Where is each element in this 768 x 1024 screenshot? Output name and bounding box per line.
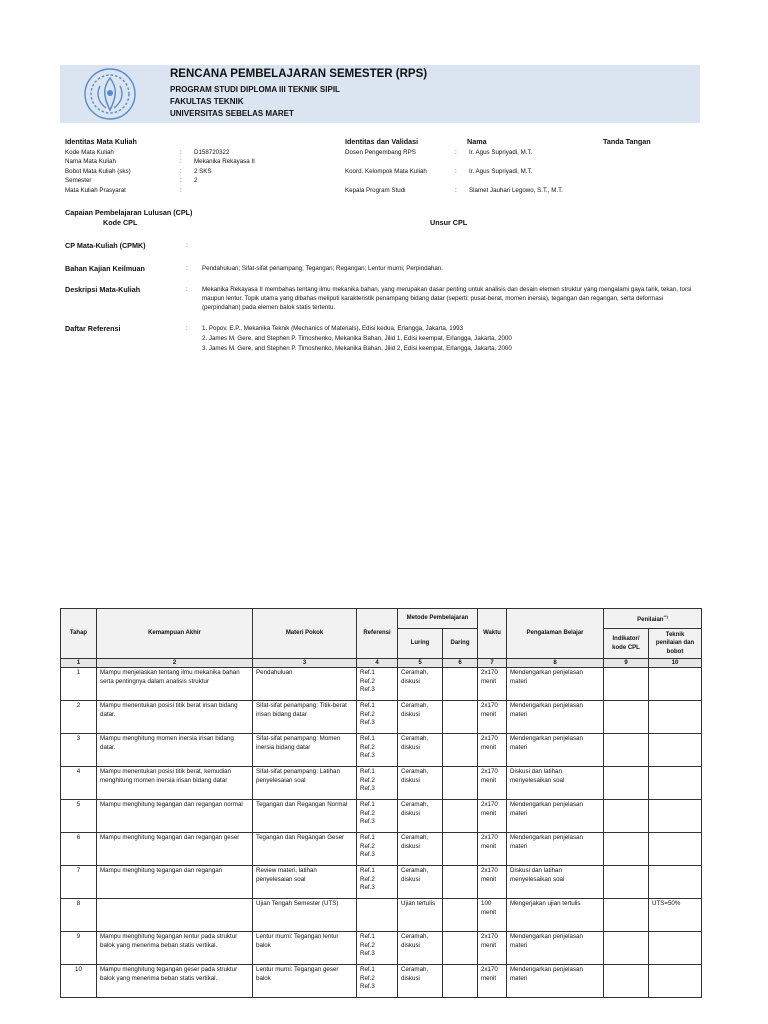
- cell-pengalaman: Mendengarkan penjelasan materi: [507, 668, 604, 701]
- col-number: 8: [507, 659, 604, 668]
- colon: :: [180, 187, 182, 194]
- cell-luring: Ceramah, diskusi: [398, 701, 443, 734]
- cell-waktu: 2x170 menit: [478, 668, 507, 701]
- col-number: 4: [357, 659, 398, 668]
- cell-kemampuan: Mampu menghitung tegangan dan regangan geser: [97, 833, 253, 866]
- cell-indikator: [604, 899, 649, 932]
- colon: :: [186, 242, 188, 249]
- cell-referensi: Ref.1 Ref.2 Ref.3: [357, 866, 398, 899]
- identity-label: Kode Mata Kuliah: [65, 149, 114, 156]
- col-number: 5: [398, 659, 443, 668]
- cell-teknik: [649, 701, 702, 734]
- table-row: [61, 899, 702, 932]
- cell-referensi: Ref.1 Ref.2 Ref.3: [357, 800, 398, 833]
- cell-luring: Ceramah, diskusi: [398, 965, 443, 998]
- cell-tahap: 10: [61, 965, 97, 998]
- rps-table-body: [61, 668, 702, 998]
- table-row: [61, 734, 702, 767]
- cell-materi: Lentur murni: Tegangan geser balok: [253, 965, 357, 998]
- cpl-heading: Capaian Pembelajaran Lulusan (CPL): [65, 208, 193, 217]
- cell-tahap: 8: [61, 899, 97, 932]
- cell-materi: Lentur murni: Tegangan lentur balok: [253, 932, 357, 965]
- cell-daring: [443, 866, 478, 899]
- cell-kemampuan: Mampu menghitung tegangan lentur pada struktur balok yang menerima beban statis vertikal.: [97, 932, 253, 965]
- cell-referensi: [357, 899, 398, 932]
- header-waktu: Waktu: [478, 609, 507, 659]
- cell-materi: Ujian Tengah Semester (UTS): [253, 899, 357, 932]
- col-number: 3: [253, 659, 357, 668]
- cell-waktu: 2x170 menit: [478, 965, 507, 998]
- rps-schedule-table: [60, 608, 702, 998]
- header-referensi: Referensi: [357, 609, 398, 659]
- cell-teknik: [649, 932, 702, 965]
- colon: :: [455, 187, 457, 194]
- deskripsi-label: Deskripsi Mata-Kuliah: [65, 285, 141, 294]
- cpl-unsur-label: Unsur CPL: [430, 218, 468, 227]
- referensi-label: Daftar Referensi: [65, 324, 121, 333]
- cell-teknik: [649, 800, 702, 833]
- validation-label: Kepala Program Studi: [345, 187, 406, 194]
- cell-teknik: [649, 668, 702, 701]
- table-row: [61, 800, 702, 833]
- validation-value: Slamet Jauhari Legowo, S.T., M.T.: [469, 187, 563, 194]
- cell-indikator: [604, 767, 649, 800]
- header-kemampuan: Kemampuan Akhir: [97, 609, 253, 659]
- cell-daring: [443, 767, 478, 800]
- cell-pengalaman: Diskusi dan latihan menyelesaikan soal: [507, 866, 604, 899]
- identity-heading: Identitas Mata Kuliah: [65, 137, 137, 146]
- cell-tahap: 9: [61, 932, 97, 965]
- cell-referensi: Ref.1 Ref.2 Ref.3: [357, 833, 398, 866]
- cell-waktu: 2x170 menit: [478, 866, 507, 899]
- colon: :: [186, 325, 188, 332]
- colon: :: [455, 149, 457, 156]
- cell-kemampuan: Mampu menentukan posisi titik berat, kemudian menghitung momen inersia irisan bidang datar: [97, 767, 253, 800]
- cell-indikator: [604, 965, 649, 998]
- cell-teknik: [649, 965, 702, 998]
- identity-label: Bobot Mata Kuliah (sks): [65, 168, 131, 175]
- table-row: [61, 767, 702, 800]
- university-name: UNIVERSITAS SEBELAS MARET: [170, 109, 294, 118]
- identity-value: 2 SKS: [194, 168, 212, 175]
- cell-luring: Ceramah, diskusi: [398, 734, 443, 767]
- colon: :: [180, 158, 182, 165]
- deskripsi-value: Mekanika Rekayasa II membahas tentang ilmu mekanika bahan, yang merupakan dasar penting untuk analisis dan desain elemen struktur yang mengalami gaya tarik, tekan, torsi maupun lentur. Topik utama yang dibahas meliputi karakteristik penampang bidang datar (seperti: pusat-berat, momen inersia), tegangan dan regangan, serta deformasi (perpindahan) pada elemen balok statis tertentu.: [202, 286, 692, 311]
- cell-teknik: [649, 734, 702, 767]
- cell-tahap: 5: [61, 800, 97, 833]
- cell-kemampuan: Mampu menjelaskan tentang ilmu mekanika bahan serta pentingnya dalam analisis struktur: [97, 668, 253, 701]
- name-heading: Nama: [467, 137, 487, 146]
- validation-value: Ir. Agus Supriyadi, M.T.: [469, 168, 533, 175]
- cell-kemampuan: Mampu menghitung tegangan geser pada struktur balok yang menerima beban statis vertikal.: [97, 965, 253, 998]
- colon: :: [180, 168, 182, 175]
- cell-pengalaman: Mendengarkan penjelasan materi: [507, 932, 604, 965]
- cell-luring: Ceramah, diskusi: [398, 833, 443, 866]
- cell-indikator: [604, 668, 649, 701]
- col-number: 2: [97, 659, 253, 668]
- cell-daring: [443, 800, 478, 833]
- cell-referensi: Ref.1 Ref.2 Ref.3: [357, 932, 398, 965]
- cell-daring: [443, 701, 478, 734]
- cell-waktu: 2x170 menit: [478, 734, 507, 767]
- cell-daring: [443, 899, 478, 932]
- header-metode: Metode Pembelajaran: [398, 609, 478, 629]
- signature-heading: Tanda Tangan: [603, 137, 651, 146]
- cell-daring: [443, 668, 478, 701]
- cell-luring: Ceramah, diskusi: [398, 932, 443, 965]
- bahan-value: Pendahuluan; Sifat-sifat penampang; Tegangan; Regangan; Lentur murni; Perpindahan.: [202, 265, 444, 272]
- identity-label: Mata Kuliah Prasyarat: [65, 187, 126, 194]
- cell-teknik: [649, 833, 702, 866]
- cell-indikator: [604, 833, 649, 866]
- cell-luring: Ceramah, diskusi: [398, 800, 443, 833]
- cell-waktu: 2x170 menit: [478, 833, 507, 866]
- table-row: [61, 668, 702, 701]
- cell-pengalaman: Mendengarkan penjelasan materi: [507, 800, 604, 833]
- cell-tahap: 2: [61, 701, 97, 734]
- table-row: [61, 932, 702, 965]
- cell-materi: Pendahuluan: [253, 668, 357, 701]
- cell-luring: Ceramah, diskusi: [398, 668, 443, 701]
- col-number: 6: [443, 659, 478, 668]
- faculty-name: FAKULTAS TEKNIK: [170, 97, 244, 106]
- identity-value: Mekanika Rekayasa II: [194, 158, 255, 165]
- header-teknik: Teknik penilaian dan bobot: [649, 629, 702, 659]
- referensi-item: 2. James M. Gere, and Stephen P. Timoshenko, Mekanika Bahan, Jilid 1, Edisi keempat, Erlangga, Jakarta, 2000: [202, 335, 512, 342]
- header-daring: Daring: [443, 629, 478, 659]
- cell-materi: Sifat-sifat penampang: Momen inersia bidang datar: [253, 734, 357, 767]
- cell-pengalaman: Mendengarkan penjelasan materi: [507, 965, 604, 998]
- cell-waktu: 2x170 menit: [478, 767, 507, 800]
- header-tahap: Tahap: [61, 609, 97, 659]
- colon: :: [180, 149, 182, 156]
- col-number: 7: [478, 659, 507, 668]
- table-row: [61, 833, 702, 866]
- table-row: [61, 866, 702, 899]
- cell-tahap: 7: [61, 866, 97, 899]
- validation-label: Koord. Kelompok Mata Kuliah: [345, 168, 427, 175]
- cell-teknik: [649, 866, 702, 899]
- cell-materi: Sifat-sifat penampang: Latihan penyelesaian soal: [253, 767, 357, 800]
- colon: :: [180, 177, 182, 184]
- cell-waktu: 100 menit: [478, 899, 507, 932]
- cell-indikator: [604, 800, 649, 833]
- cell-daring: [443, 833, 478, 866]
- cell-daring: [443, 932, 478, 965]
- col-number: 10: [649, 659, 702, 668]
- table-row: [61, 965, 702, 998]
- cell-indikator: [604, 866, 649, 899]
- cell-materi: Sifat-sifat penampang: Titik-berat irisan bidang datar: [253, 701, 357, 734]
- referensi-item: 1. Popov, E.P., Mekanika Teknik (Mechanics of Materials), Edisi kedua, Erlangga, Jakarta, 1993: [202, 325, 464, 332]
- header-pengalaman: Pengalaman Belajar: [507, 609, 604, 659]
- cell-waktu: 2x170 menit: [478, 932, 507, 965]
- cell-kemampuan: Mampu menentukan posisi titik berat irisan bidang datar.: [97, 701, 253, 734]
- header-materi: Materi Pokok: [253, 609, 357, 659]
- validation-label: Dosen Pengembang RPS: [345, 149, 416, 156]
- cell-teknik: UTS=50%: [649, 899, 702, 932]
- cell-pengalaman: Mengerjakan ujian tertulis: [507, 899, 604, 932]
- cell-materi: Tegangan dan Regangan Geser: [253, 833, 357, 866]
- cell-luring: Ceramah, diskusi: [398, 767, 443, 800]
- referensi-item: 3. James M. Gere, and Stephen P. Timoshenko, Mekanika Bahan, Jilid 2, Edisi keempat, Erlangga, Jakarta, 2000: [202, 345, 512, 352]
- cell-teknik: [649, 767, 702, 800]
- cell-indikator: [604, 701, 649, 734]
- cell-luring: Ujian tertulis: [398, 899, 443, 932]
- page-title: RENCANA PEMBELAJARAN SEMESTER (RPS): [170, 68, 428, 80]
- identity-label: Nama Mata Kuliah: [65, 158, 116, 165]
- cpl-kode-label: Kode CPL: [103, 218, 138, 227]
- university-logo-icon: [82, 66, 138, 122]
- colon: :: [455, 168, 457, 175]
- validation-heading: Identitas dan Validasi: [345, 137, 419, 146]
- cell-pengalaman: Mendengarkan penjelasan materi: [507, 833, 604, 866]
- col-number: 1: [61, 659, 97, 668]
- cell-tahap: 6: [61, 833, 97, 866]
- identity-value: D158720322: [194, 149, 230, 156]
- cell-kemampuan: Mampu menghitung momen inersia irisan bidang datar.: [97, 734, 253, 767]
- cell-referensi: Ref.1 Ref.2 Ref.3: [357, 668, 398, 701]
- bahan-label: Bahan Kajian Keilmuan: [65, 264, 145, 273]
- cell-kemampuan: [97, 899, 253, 932]
- header-penilaian: [604, 609, 702, 629]
- cell-referensi: Ref.1 Ref.2 Ref.3: [357, 701, 398, 734]
- program-name: PROGRAM STUDI DIPLOMA III TEKNIK SIPIL: [170, 85, 340, 94]
- header-indikator: Indikator/ kode CPL: [604, 629, 649, 659]
- header-penilaian-text: Penilaian: [637, 616, 664, 623]
- cell-pengalaman: Diskusi dan latihan menyelesaikan soal: [507, 767, 604, 800]
- cell-tahap: 3: [61, 734, 97, 767]
- cell-pengalaman: Mendengarkan penjelasan materi: [507, 701, 604, 734]
- cpmk-label: CP Mata-Kuliah (CPMK): [65, 241, 146, 250]
- cell-referensi: Ref.1 Ref.2 Ref.3: [357, 734, 398, 767]
- cell-materi: Tegangan dan Regangan Normal: [253, 800, 357, 833]
- cell-kemampuan: Mampu menghitung tegangan dan regangan: [97, 866, 253, 899]
- cell-kemampuan: Mampu menghitung tegangan dan regangan normal: [97, 800, 253, 833]
- cell-daring: [443, 734, 478, 767]
- cell-referensi: Ref.1 Ref.2 Ref.3: [357, 965, 398, 998]
- identity-label: Semester: [65, 177, 92, 184]
- colon: :: [186, 286, 188, 293]
- cell-indikator: [604, 932, 649, 965]
- cell-waktu: 2x170 menit: [478, 800, 507, 833]
- col-number: 9: [604, 659, 649, 668]
- cell-tahap: 1: [61, 668, 97, 701]
- cell-indikator: [604, 734, 649, 767]
- cell-luring: Ceramah, diskusi: [398, 866, 443, 899]
- validation-value: Ir. Agus Supriyadi, M.T.: [469, 149, 533, 156]
- identity-value: 2: [194, 177, 198, 184]
- cell-waktu: 2x170 menit: [478, 701, 507, 734]
- colon: :: [186, 265, 188, 272]
- header-penilaian-sup: **): [663, 613, 668, 619]
- cell-tahap: 4: [61, 767, 97, 800]
- cell-pengalaman: Mendengarkan penjelasan materi: [507, 734, 604, 767]
- cell-materi: Review materi, latihan penyelesaian soal: [253, 866, 357, 899]
- table-row: [61, 701, 702, 734]
- cell-daring: [443, 965, 478, 998]
- header-luring: Luring: [398, 629, 443, 659]
- cell-referensi: Ref.1 Ref.2 Ref.3: [357, 767, 398, 800]
